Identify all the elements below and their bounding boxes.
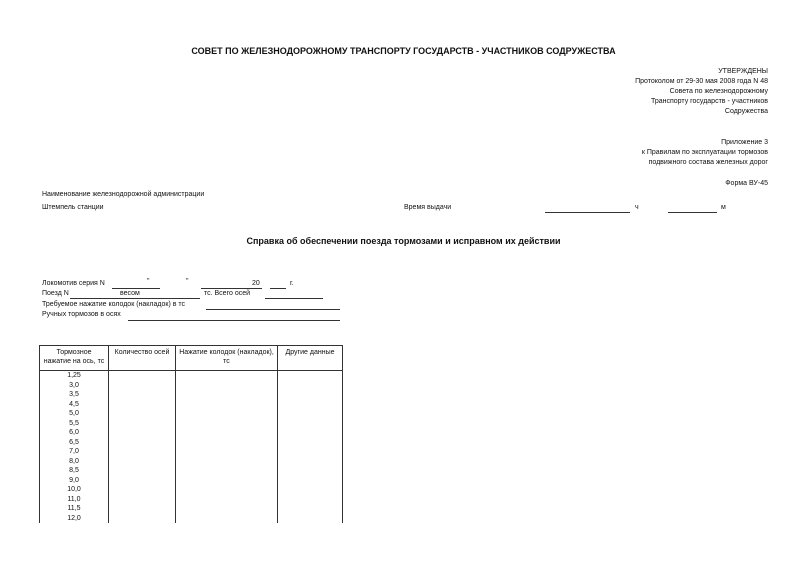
axle-count-cell[interactable] (109, 476, 176, 486)
quote-open: " (147, 278, 150, 285)
other-data-cell[interactable] (278, 457, 343, 467)
table-row (40, 476, 343, 486)
minutes-unit: м (721, 204, 726, 211)
shoe-pressure-cell[interactable] (176, 409, 278, 419)
header-pressure-per-axle: Тормозное нажатие на ось, тс (40, 346, 109, 371)
pressure-value: 4,5 (40, 400, 109, 410)
other-data-cell[interactable] (278, 438, 343, 448)
year-field[interactable] (270, 288, 286, 289)
axle-count-cell[interactable] (109, 428, 176, 438)
brake-table (39, 345, 343, 523)
approval-line: Совета по железнодорожному (669, 88, 768, 95)
axles-field[interactable] (265, 298, 323, 299)
pressure-value: 9,0 (40, 476, 109, 486)
pressure-value: 5,5 (40, 419, 109, 429)
axle-count-cell[interactable] (109, 419, 176, 429)
approval-line: Содружества (724, 108, 768, 115)
shoe-pressure-cell[interactable] (176, 400, 278, 410)
header-shoe-pressure: Нажатие колодок (накладок), тс (176, 346, 278, 371)
pressure-value: 11,0 (40, 495, 109, 505)
shoe-pressure-cell[interactable] (176, 447, 278, 457)
other-data-cell[interactable] (278, 466, 343, 476)
axle-count-cell[interactable] (109, 466, 176, 476)
weight-label: весом (120, 290, 140, 297)
table-row (40, 381, 343, 391)
axles-label: тс. Всего осей (204, 290, 251, 297)
pressure-value: 6,5 (40, 438, 109, 448)
axle-count-cell[interactable] (109, 514, 176, 524)
table-row (40, 438, 343, 448)
shoe-pressure-cell[interactable] (176, 457, 278, 467)
table-row (40, 466, 343, 476)
other-data-cell[interactable] (278, 400, 343, 410)
other-data-cell[interactable] (278, 476, 343, 486)
pressure-value: 1,25 (40, 371, 109, 381)
required-pressure-field[interactable] (206, 309, 340, 310)
other-data-cell[interactable] (278, 514, 343, 524)
shoe-pressure-cell[interactable] (176, 371, 278, 381)
table-row (40, 390, 343, 400)
train-label: Поезд N (42, 290, 69, 297)
hours-unit: ч (635, 204, 639, 211)
pressure-value: 8,0 (40, 457, 109, 467)
axle-count-cell[interactable] (109, 400, 176, 410)
required-pressure-label: Требуемое нажатие колодок (накладок) в тс (42, 301, 186, 308)
year-prefix: 20 (252, 280, 260, 287)
header-axle-count: Количество осей (109, 346, 176, 371)
other-data-cell[interactable] (278, 381, 343, 391)
date-field[interactable] (201, 288, 262, 289)
council-title: СОВЕТ ПО ЖЕЛЕЗНОДОРОЖНОМУ ТРАНСПОРТУ ГОСУДАРСТВ - УЧАСТНИКОВ СОДРУЖЕСТВА (191, 46, 616, 56)
admin-name-label: Наименование железнодорожной администрации (42, 191, 205, 198)
appendix-block (642, 138, 768, 168)
shoe-pressure-cell[interactable] (176, 504, 278, 514)
other-data-cell[interactable] (278, 485, 343, 495)
axle-count-cell[interactable] (109, 381, 176, 391)
quote-close: " (186, 278, 189, 285)
appendix-line: к Правилам по эксплуатации тормозов (641, 149, 768, 156)
hand-brakes-field[interactable] (128, 320, 340, 321)
shoe-pressure-cell[interactable] (176, 390, 278, 400)
other-data-cell[interactable] (278, 447, 343, 457)
axle-count-cell[interactable] (109, 409, 176, 419)
shoe-pressure-cell[interactable] (176, 485, 278, 495)
table-row (40, 457, 343, 467)
locomotive-label: Локомотив серия N (42, 280, 105, 287)
axle-count-cell[interactable] (109, 457, 176, 467)
table-row (40, 504, 343, 514)
hours-field[interactable] (545, 212, 630, 213)
table-row (40, 485, 343, 495)
other-data-cell[interactable] (278, 371, 343, 381)
other-data-cell[interactable] (278, 495, 343, 505)
axle-count-cell[interactable] (109, 447, 176, 457)
issue-time-label: Время выдачи (404, 204, 452, 211)
header-other-data: Другие данные (278, 346, 343, 371)
table-row (40, 428, 343, 438)
hand-brakes-label: Ручных тормозов в осях (42, 311, 121, 318)
pressure-value: 8,5 (40, 466, 109, 476)
pressure-value: 6,0 (40, 428, 109, 438)
table-row (40, 495, 343, 505)
table-row (40, 371, 343, 381)
axle-count-cell[interactable] (109, 485, 176, 495)
pressure-value: 3,0 (40, 381, 109, 391)
locomotive-field[interactable] (112, 288, 160, 289)
axle-count-cell[interactable] (109, 495, 176, 505)
appendix-line: Приложение 3 (721, 139, 768, 146)
pressure-value: 10,0 (40, 485, 109, 495)
approval-block (635, 67, 768, 117)
train-field[interactable] (70, 298, 200, 299)
table-row (40, 409, 343, 419)
table-row (40, 447, 343, 457)
approval-line: Транспорту государств - участников (650, 98, 768, 105)
axle-count-cell[interactable] (109, 504, 176, 514)
pressure-value: 7,0 (40, 447, 109, 457)
appendix-line: подвижного состава железных дорог (648, 159, 768, 166)
pressure-value: 5,0 (40, 409, 109, 419)
axle-count-cell[interactable] (109, 371, 176, 381)
other-data-cell[interactable] (278, 419, 343, 429)
pressure-value: 3,5 (40, 390, 109, 400)
form-number: Форма ВУ-45 (725, 180, 768, 187)
table-row (40, 514, 343, 524)
shoe-pressure-cell[interactable] (176, 476, 278, 486)
other-data-cell[interactable] (278, 428, 343, 438)
other-data-cell[interactable] (278, 409, 343, 419)
station-stamp-label: Штемпель станции (42, 204, 104, 211)
shoe-pressure-cell[interactable] (176, 438, 278, 448)
shoe-pressure-cell[interactable] (176, 514, 278, 524)
other-data-cell[interactable] (278, 390, 343, 400)
axle-count-cell[interactable] (109, 390, 176, 400)
table-row (40, 419, 343, 429)
other-data-cell[interactable] (278, 504, 343, 514)
shoe-pressure-cell[interactable] (176, 419, 278, 429)
approval-line: УТВЕРЖДЕНЫ (718, 68, 768, 75)
shoe-pressure-cell[interactable] (176, 495, 278, 505)
approval-line: Протоколом от 29-30 мая 2008 года N 48 (635, 78, 768, 85)
pressure-value: 12,0 (40, 514, 109, 524)
minutes-field[interactable] (668, 212, 717, 213)
document-heading: Справка об обеспечении поезда тормозами и исправном их действии (246, 236, 561, 246)
shoe-pressure-cell[interactable] (176, 466, 278, 476)
table-row (40, 400, 343, 410)
shoe-pressure-cell[interactable] (176, 381, 278, 391)
year-suffix: г. (290, 280, 294, 287)
pressure-value: 11,5 (40, 504, 109, 514)
axle-count-cell[interactable] (109, 438, 176, 448)
shoe-pressure-cell[interactable] (176, 428, 278, 438)
